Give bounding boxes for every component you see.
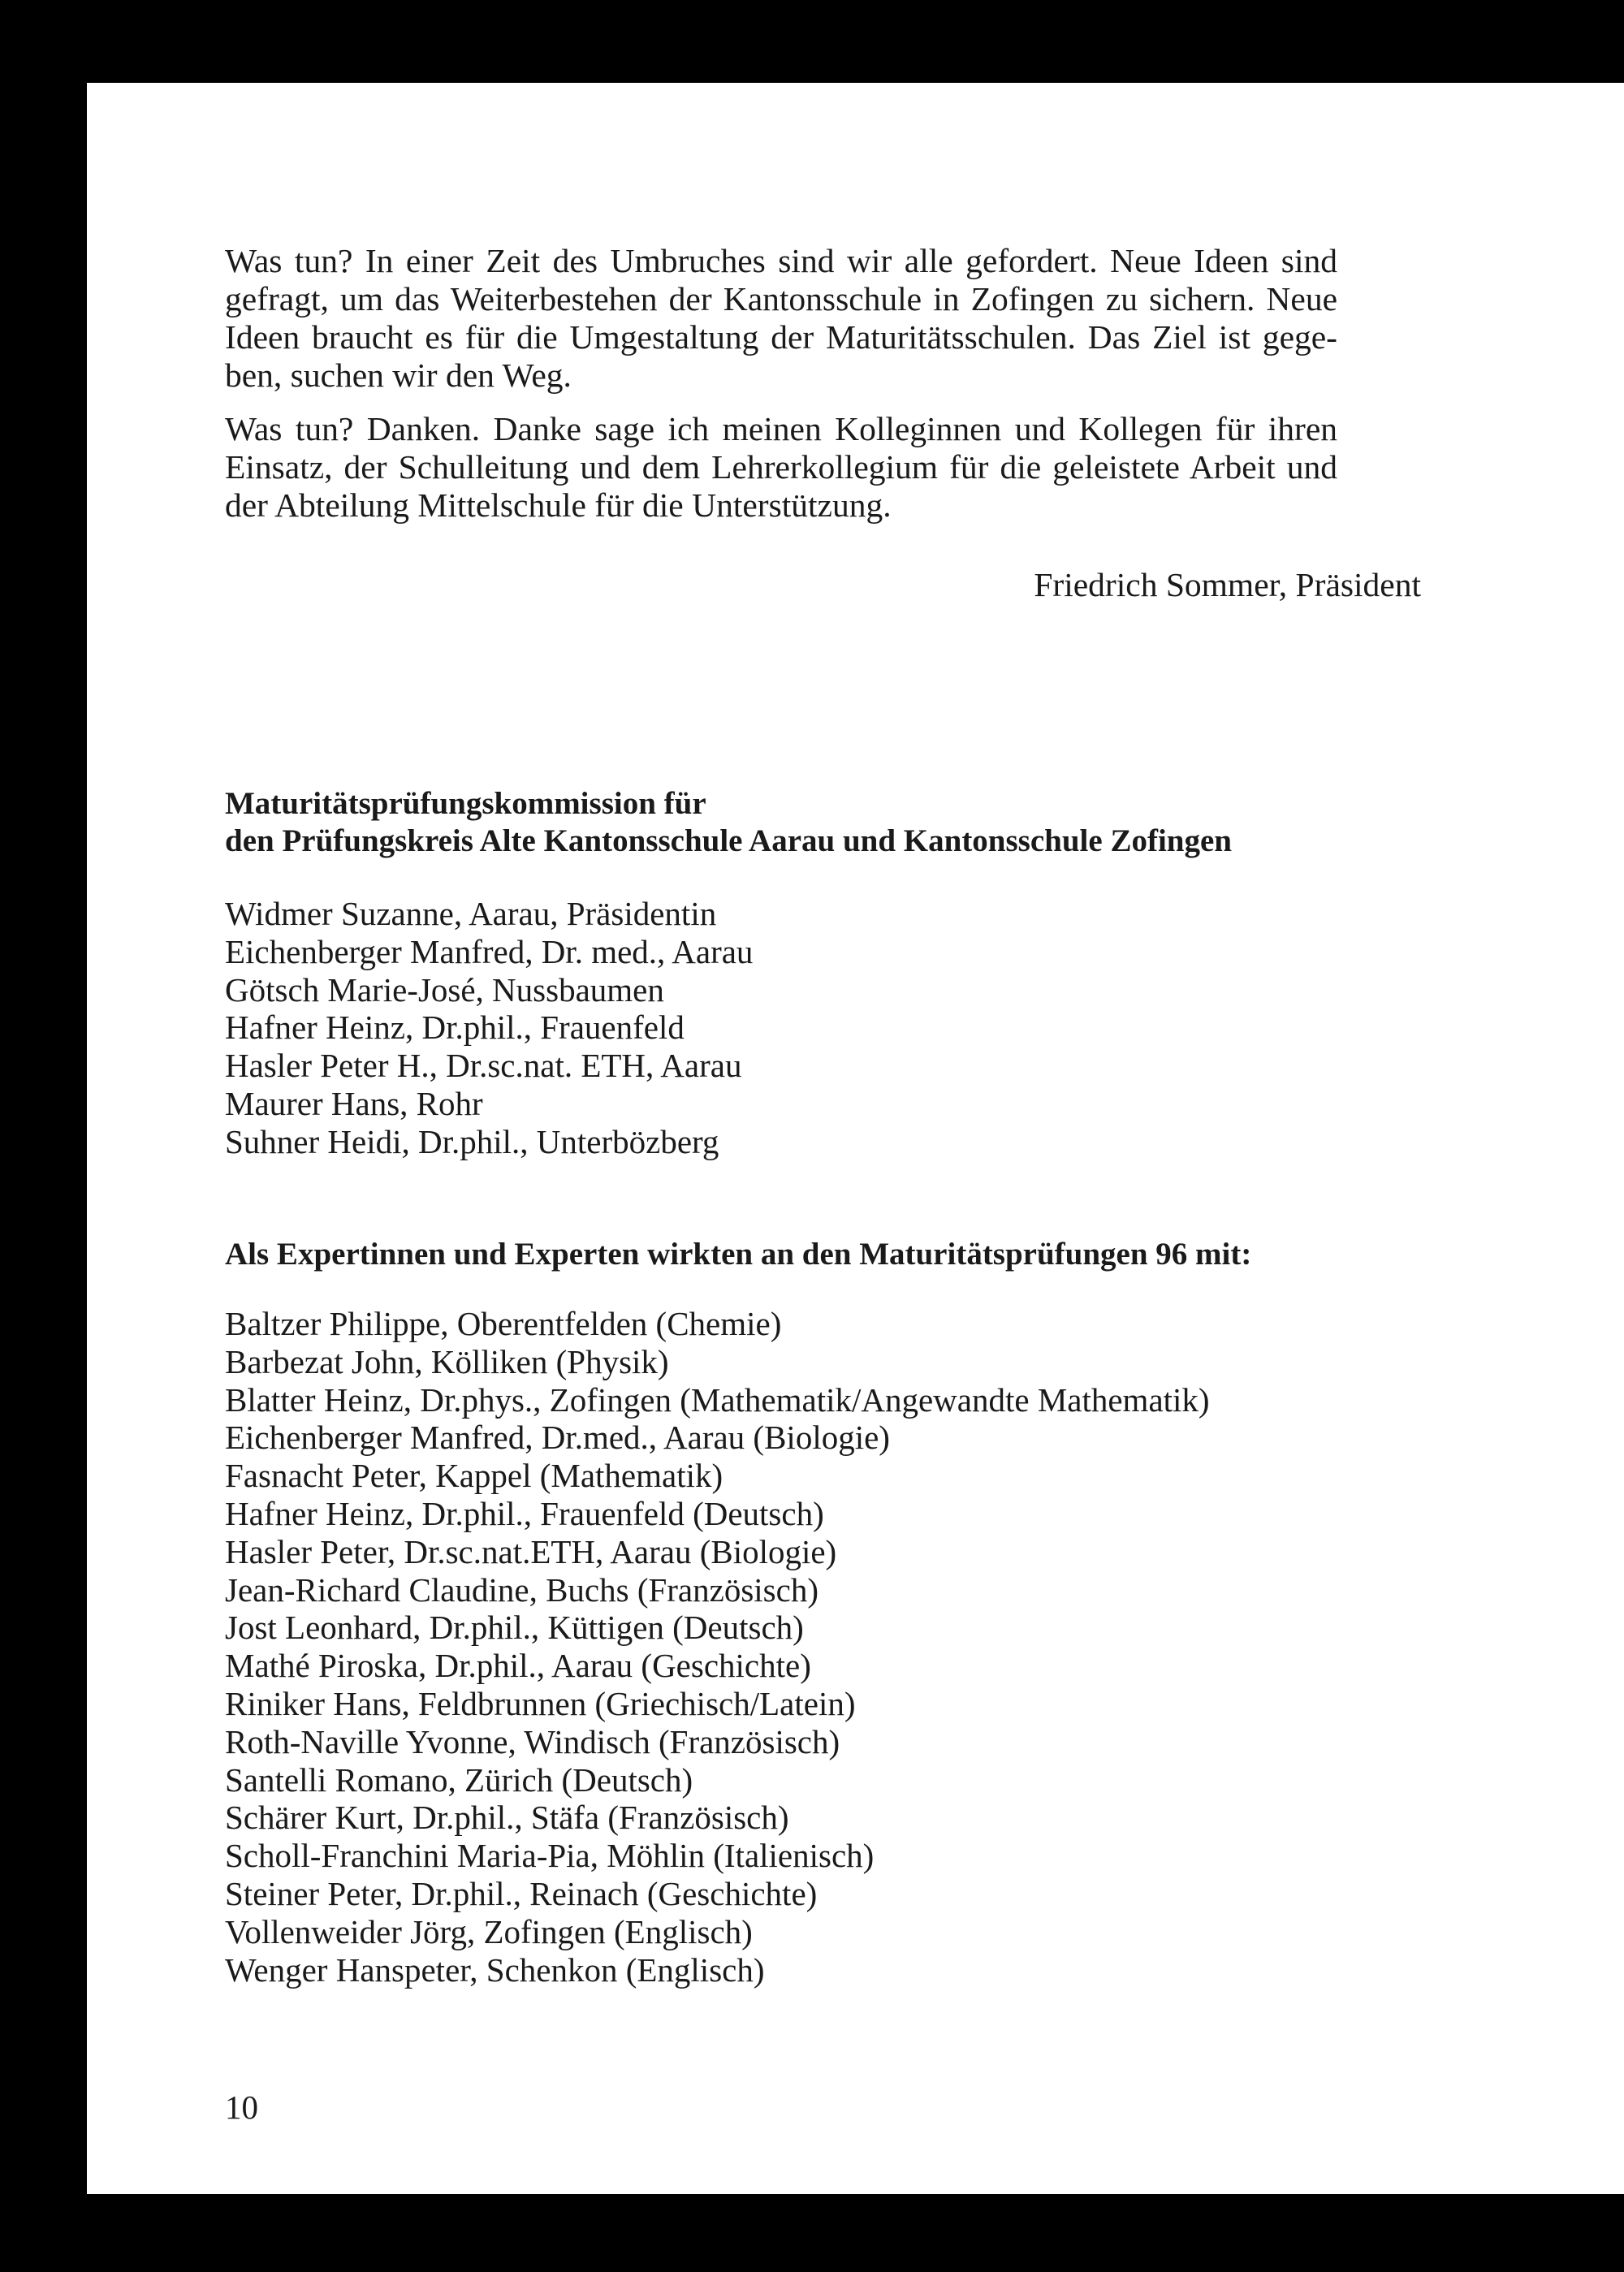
paragraph-line: Ideen braucht es für die Umgestaltung der Maturitätsschulen. Das Ziel ist gege- xyxy=(225,318,1337,356)
list-item: Hasler Peter H., Dr.sc.nat. ETH, Aarau xyxy=(225,1047,742,1085)
paragraph-line: Was tun? In einer Zeit des Umbruches sind wir alle gefordert. Neue Ideen sind xyxy=(225,242,1337,279)
list-item: Fasnacht Peter, Kappel (Mathematik) xyxy=(225,1457,723,1495)
intro-paragraph xyxy=(225,242,1337,395)
list-item: Hafner Heinz, Dr.phil., Frauenfeld (Deutsch) xyxy=(225,1494,824,1532)
paragraph-line: Einsatz, der Schulleitung und dem Lehrerkollegium für die geleistete Arbeit und xyxy=(225,448,1337,486)
commission-heading xyxy=(225,785,1337,860)
commission-section xyxy=(225,785,1337,860)
heading-line: Maturitätsprüfungskommission für xyxy=(225,786,706,821)
list-item: Hafner Heinz, Dr.phil., Frauenfeld xyxy=(225,1009,685,1047)
paragraph-line: der Abteilung Mittelschule für die Unterstützung. xyxy=(225,486,892,524)
list-item: Hasler Peter, Dr.sc.nat.ETH, Aarau (Biologie) xyxy=(225,1532,837,1570)
thanks-paragraph xyxy=(225,410,1337,525)
list-item: Baltzer Philippe, Oberentfelden (Chemie) xyxy=(225,1305,782,1342)
paragraph-line: Was tun? Danken. Danke sage ich meinen Kolleginnen und Kollegen für ihren xyxy=(225,410,1337,447)
list-item: Scholl-Franchini Maria-Pia, Möhlin (Italienisch) xyxy=(225,1837,875,1875)
list-item: Eichenberger Manfred, Dr.med., Aarau (Biologie) xyxy=(225,1419,890,1457)
list-item: Maurer Hans, Rohr xyxy=(225,1084,483,1122)
list-item: Vollenweider Jörg, Zofingen (Englisch) xyxy=(225,1912,753,1950)
commission-members xyxy=(225,895,1337,1161)
list-item: Suhner Heidi, Dr.phil., Unterbözberg xyxy=(225,1122,719,1160)
list-item: Barbezat John, Kölliken (Physik) xyxy=(225,1342,669,1380)
list-item: Widmer Suzanne, Aarau, Präsidentin xyxy=(225,895,717,932)
list-item: Jean-Richard Claudine, Buchs (Französisch) xyxy=(225,1570,818,1609)
list-item: Blatter Heinz, Dr.phys., Zofingen (Mathematik/Angewandte Mathematik) xyxy=(225,1380,1210,1419)
list-item: Götsch Marie-José, Nussbaumen xyxy=(225,970,664,1009)
experts-heading: Als Expertinnen und Experten wirkten an den Maturitätsprüfungen 96 mit: xyxy=(225,1237,1252,1272)
list-item: Riniker Hans, Feldbrunnen (Griechisch/Latein) xyxy=(225,1684,856,1722)
list-item: Mathé Piroska, Dr.phil., Aarau (Geschichte) xyxy=(225,1647,811,1685)
list-item: Steiner Peter, Dr.phil., Reinach (Geschichte) xyxy=(225,1874,818,1912)
experts-section xyxy=(225,1236,1337,1273)
signature: Friedrich Sommer, Präsident xyxy=(1034,566,1421,603)
heading-line: den Prüfungskreis Alte Kantonsschule Aarau und Kantonsschule Zofingen xyxy=(225,823,1232,858)
list-item: Eichenberger Manfred, Dr. med., Aarau xyxy=(225,932,754,970)
paragraph-line: ben, suchen wir den Weg. xyxy=(225,356,572,394)
list-item: Jost Leonhard, Dr.phil., Küttigen (Deutsch) xyxy=(225,1609,804,1647)
list-item: Santelli Romano, Zürich (Deutsch) xyxy=(225,1760,693,1799)
document-page xyxy=(87,83,1624,2194)
list-item: Schärer Kurt, Dr.phil., Stäfa (Französisch) xyxy=(225,1799,789,1837)
experts-members xyxy=(225,1305,1337,1989)
list-item: Wenger Hanspeter, Schenkon (Englisch) xyxy=(225,1950,765,1989)
list-item: Roth-Naville Yvonne, Windisch (Französisch) xyxy=(225,1722,840,1760)
paragraph-line: gefragt, um das Weiterbestehen der Kantonsschule in Zofingen zu sichern. Neue xyxy=(225,280,1337,317)
page-number: 10 xyxy=(225,2088,258,2126)
